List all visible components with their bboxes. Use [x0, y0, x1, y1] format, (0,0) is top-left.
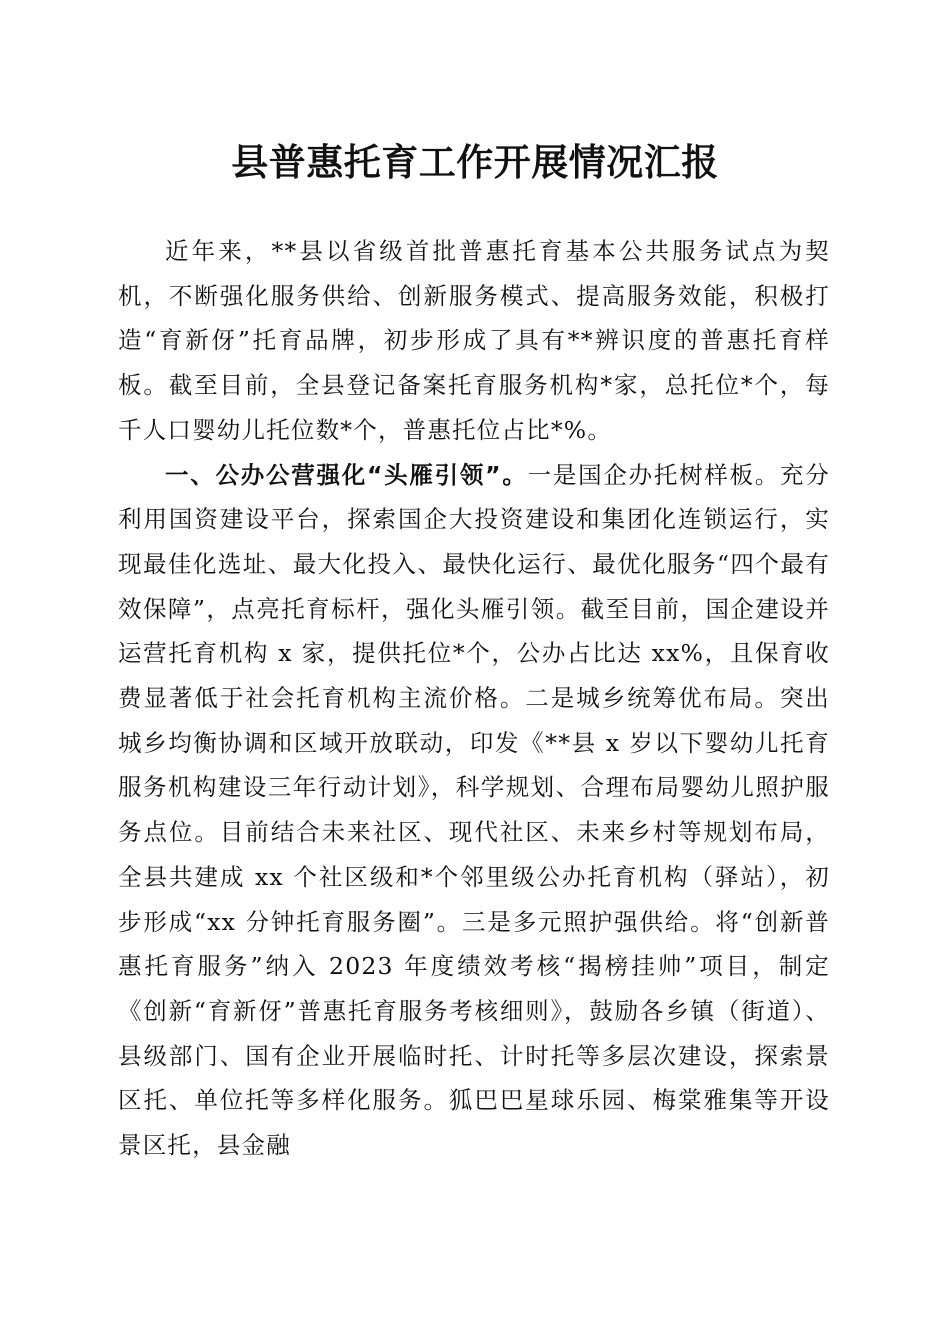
document-title: 县普惠托育工作开展情况汇报	[231, 140, 719, 184]
section-body: 一是国企办托树样板。充分利用国资建设平台，探索国企大投资建设和集团化连锁运行，实现最佳化选址、最大化投入、最快化运行、最优化服务“四个最有效保障”，点亮托育标杆，强化头雁引领。截至目前，国企建设并运营托育机构 x 家，提供托位*个，公办占比达 xx%，且保育收费显著低于社会托育机构主流价格。二是城乡统筹优布局。突出城乡均衡协调和区域开放联动，印发《**县 x 岁以下婴幼儿托育服务机构建设三年行动计划》，科学规划、合理布局婴幼儿照护服务点位。目前结合未来社区、现代社区、未来乡村等规划布局，全县共建成 xx 个社区级和*个邻里级公办托育机构（驿站），初步形成“xx 分钟托育服务圈”。三是多元照护强供给。将“创新普惠托育服务”纳入 2023 年度绩效考核“揭榜挂帅”项目，制定《创新“育新伢”普惠托育服务考核细则》，鼓励各乡镇（街道）、县级部门、国有企业开展临时托、计时托等多层次建设，探索景区托、单位托等多样化服务。狐巴巴星球乐园、梅棠雅集等开设景区托，县金融	[118, 460, 831, 1160]
paragraph-section-1	[118, 453, 830, 1168]
section-heading: 一、公办公营强化“头雁引领”。	[165, 460, 528, 489]
paragraph-intro: 近年来，**县以省级首批普惠托育基本公共服务试点为契机，不断强化服务供给、创新服务模式、提高服务效能，积极打造“育新伢”托育品牌，初步形成了具有**辨识度的普惠托育样板。截至目前，全县登记备案托育服务机构*家，总托位*个，每千人口婴幼儿托位数*个，普惠托位占比*%。	[118, 237, 830, 444]
document-body	[118, 229, 830, 1168]
